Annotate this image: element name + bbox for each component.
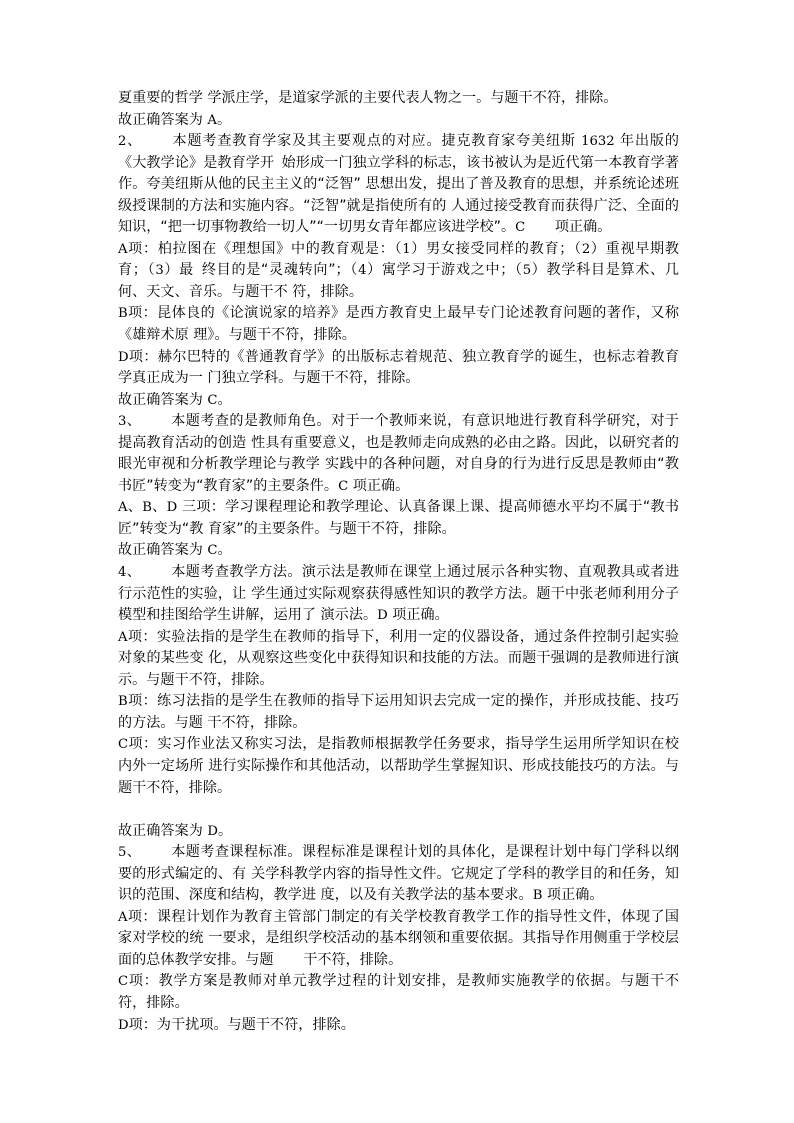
- paragraph-q2-stem: 2、 本题考查教育学家及其主要观点的对应。捷克教育家夸美纽斯 1632 年出版的《大教学论》是教育学开 始形成一门独立学科的标志，该书被认为是近代第一本教育学著作。夸美纽斯从他的民主主义的“泛智” 思想出发，提出了普及教育的思想，并系统论述班级授课制的方法和实施内容。“泛智”就是指使所有的 人通过接受教育而获得广泛、全面的知识，“把一切事物教给一切人”“一切男女青年都应该进学校”。C 项正确。: [118, 133, 679, 236]
- paragraph-q2-answer: 故正确答案为 C。: [118, 391, 232, 408]
- paragraph-q2-option-a: A项：柏拉图在《理想国》中的教育观是：（1）男女接受同样的教育；（2）重视早期教育；（3）最 终目的是“灵魂转向”；（4）寓学习于游戏之中；（5）教学科目是算术、几何、天文、音乐。与题干不 符，排除。: [118, 240, 679, 300]
- option-letter-b-q5: B: [532, 888, 543, 904]
- option-label-a-q5: A: [118, 909, 128, 925]
- option-label-a: A: [118, 241, 128, 257]
- option-label-b-q4: B: [118, 694, 128, 710]
- item-number-4: 4: [118, 565, 127, 581]
- item-number-5: 5: [118, 845, 127, 861]
- paragraph-q3-option-abd: A、B、D 三项：学习课程理论和教学理论、认真备课上课、提高师德水平均不属于“教书匠”转变为“教 育家”的主要条件。与题干不符，排除。: [118, 499, 679, 537]
- paragraph-q4-option-a: A项：实验法指的是学生在教师的指导下，利用一定的仪器设备，通过条件控制引起实验对象的某些变 化，从观察这些变化中获得知识和技能的方法。而题干强调的是教师进行演示。与题干不符，排除。: [118, 628, 679, 688]
- paragraph-q3-stem: 3、 本题考查的是教师角色。对于一个教师来说，有意识地进行教育科学研究，对于提高教育活动的创造 性具有重要意义，也是教师走向成熟的必由之路。因此，以研究者的眼光审视和分析教学理论与教学 实践中的各种问题，对自身的行为进行反思是教师由“教书匠”转变为“教育家”的主要条件。C 项正确。: [118, 413, 679, 494]
- answer-letter-q3: C: [207, 543, 218, 559]
- option-label-b2: B: [142, 500, 152, 516]
- paragraph-q5-option-d: D项：为干扰项。与题干不符，排除。: [118, 1016, 355, 1033]
- answer-letter-q1: A: [207, 112, 217, 128]
- paragraph-q3-answer: 故正确答案为 C。: [118, 542, 232, 559]
- year-1632: 1632: [581, 134, 615, 150]
- paragraph-q2-option-d: D项：赫尔巴特的《普通教育学》的出版标志着规范、独立教育学的诞生，也标志着教育学真正成为一 门独立学科。与题干不符，排除。: [118, 348, 679, 387]
- paragraph-q1-tail-option: 夏重要的哲学 学派庄学，是道家学派的主要代表人物之一。与题干不符，排除。: [118, 90, 618, 106]
- option-label-abd: A: [118, 500, 128, 516]
- paragraph-q1-answer: 故正确答案为 A。: [118, 111, 232, 128]
- answer-letter-q4: D: [207, 823, 218, 839]
- option-label-d-q5: D: [118, 1017, 129, 1033]
- sub-1: 1: [402, 241, 411, 257]
- paragraph-q5-stem: 5、 本题考查课程标准。课程标准是课程计划的具体化，是课程计划中每门学科以纲要的形式编定的、有 关学科教学内容的指导性文件。它规定了学科的教学目的和任务，知识的范围、深度和结构，教学进 度，以及有关教学法的基本要求。B 项正确。: [118, 844, 679, 904]
- paragraph-q2-option-b: B项：昆体良的《论演说家的培养》是西方教育史上最早专门论述教育问题的著作，又称《雄辩术原 理》。与题干不符，排除。: [118, 305, 679, 344]
- paragraph-q4-stem: 4、 本题考查教学方法。演示法是教师在课堂上通过展示各种实物、直观教具或者进行示范性的实验，让 学生通过实际观察获得感性知识的教学方法。题干中张老师利用分子模型和挂图给学生讲解，运用了 演示法。D 项正确。: [118, 564, 679, 624]
- option-letter-c-q3: C: [338, 478, 349, 494]
- option-letter-c: C: [515, 220, 526, 236]
- option-label-d2: D: [166, 500, 178, 516]
- paragraph-q4-answer: 故正确答案为 D。: [118, 822, 233, 839]
- answer-letter-q2: C: [207, 392, 218, 408]
- paragraph-q4-option-c: C项：实习作业法又称实习法，是指教师根据教学任务要求，指导学生运用所学知识在校内外一定场所 进行实际操作和其他活动，以帮助学生掌握知识、形成技能技巧的方法。与题干不符，排除。: [118, 736, 679, 796]
- item-number-2: 2: [118, 134, 127, 150]
- paragraph-q4-option-b: B项：练习法指的是学生在教师的指导下运用知识去完成一定的操作，并形成技能、技巧的方法。与题 干不符，排除。: [118, 693, 679, 731]
- option-letter-d-q4: D: [377, 608, 388, 624]
- paragraph-q5-option-c: C项：教学方案是教师对单元教学过程的计划安排，是教师实施教学的依据。与题干不符，排除。: [118, 973, 679, 1011]
- sub-2: 2: [581, 241, 591, 257]
- sub-4: 4: [358, 263, 367, 279]
- sub-3: 3: [155, 263, 164, 279]
- sub-5: 5: [522, 263, 532, 279]
- option-label-c-q5: C: [118, 974, 129, 990]
- option-label-a-q4: A: [118, 629, 128, 645]
- document-text-column: [118, 88, 679, 1036]
- item-number-3: 3: [118, 414, 127, 430]
- paragraph-q5-option-a: A项：课程计划作为教育主管部门制定的有关学校教育教学工作的指导性文件，体现了国家对学校的统 一要求，是组织学校活动的基本纲领和重要依据。其指导作用侧重于学校层面的总体教学安排。与题 干不符，排除。: [118, 908, 679, 968]
- blank-line: [118, 799, 679, 821]
- option-label-d: D: [118, 349, 129, 365]
- option-label-b: B: [118, 306, 128, 322]
- option-label-c-q4: C: [118, 737, 129, 753]
